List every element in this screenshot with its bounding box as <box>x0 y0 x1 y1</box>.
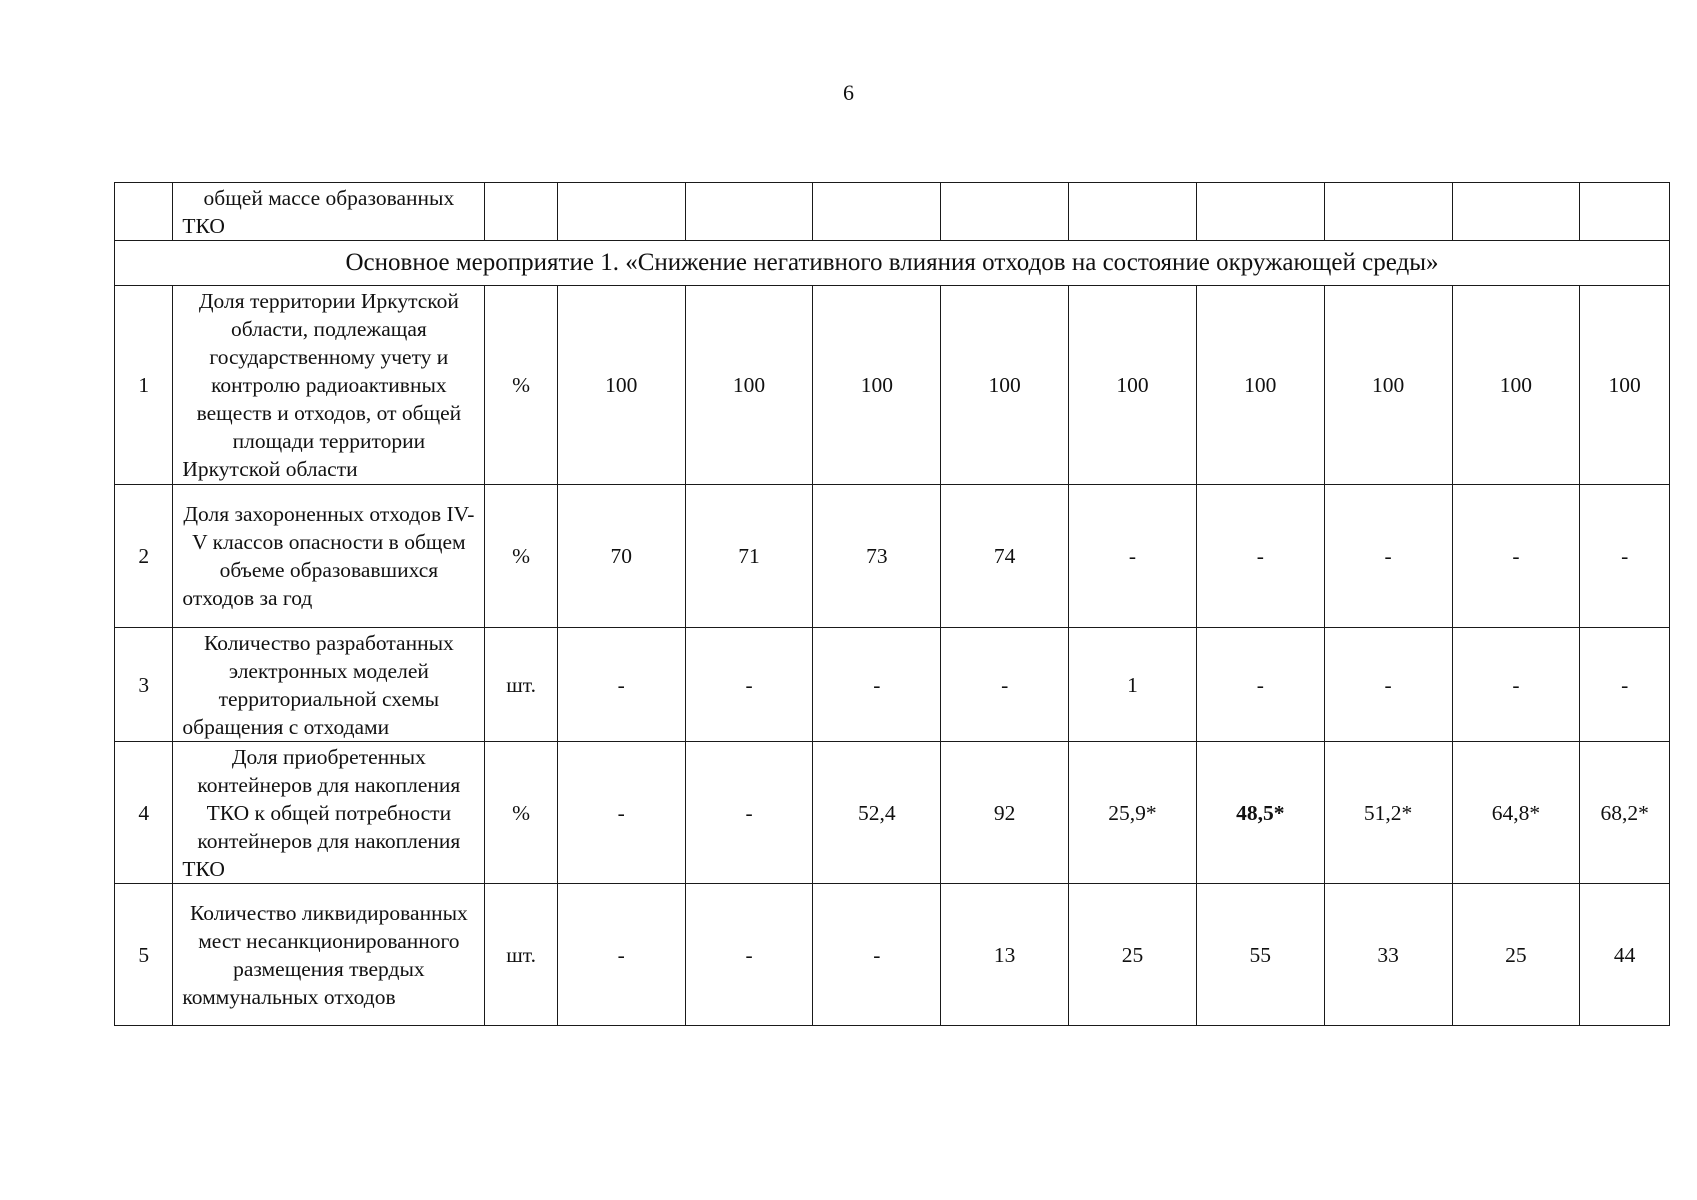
value-cell: 70 <box>557 485 685 628</box>
unit-cell: шт. <box>485 628 557 742</box>
row-num-cell <box>115 183 173 241</box>
indicator-name-cell: общей массе образованных ТКО <box>173 183 485 241</box>
value-cell: - <box>1452 485 1580 628</box>
unit-cell: % <box>485 485 557 628</box>
value-cell: - <box>1580 628 1670 742</box>
value-cell: - <box>1069 485 1197 628</box>
value-cell: 25 <box>1452 884 1580 1026</box>
unit-cell <box>485 183 557 241</box>
value-cell: - <box>685 628 813 742</box>
indicator-name-cell: Доля территории Иркутской области, подлежащая государственному учету и контролю радиоактивных веществ и отходов, от общей площади территории Иркутской области <box>173 286 485 485</box>
value-cell <box>685 183 813 241</box>
value-cell <box>1324 183 1452 241</box>
indicator-name-cell: Доля захороненных отходов IV-V классов опасности в общем объеме образовавшихся отходов за год <box>173 485 485 628</box>
value-cell: 100 <box>1196 286 1324 485</box>
value-cell: - <box>1324 628 1452 742</box>
value-cell: - <box>1452 628 1580 742</box>
unit-cell: шт. <box>485 884 557 1026</box>
value-cell <box>1069 183 1197 241</box>
page-number: 6 <box>843 80 854 105</box>
row-num-cell: 4 <box>115 742 173 884</box>
value-cell: 73 <box>813 485 941 628</box>
value-cell: 100 <box>1324 286 1452 485</box>
value-cell: 92 <box>941 742 1069 884</box>
value-cell: 100 <box>685 286 813 485</box>
value-cell: 100 <box>941 286 1069 485</box>
value-cell <box>941 183 1069 241</box>
value-cell: - <box>557 628 685 742</box>
table-row <box>115 742 1670 884</box>
table-row <box>115 485 1670 628</box>
value-cell <box>1580 183 1670 241</box>
value-cell: - <box>685 742 813 884</box>
value-cell: 100 <box>813 286 941 485</box>
value-cell <box>557 183 685 241</box>
indicator-name-cell: Доля приобретенных контейнеров для накопления ТКО к общей потребности контейнеров для накопления ТКО <box>173 742 485 884</box>
row-num-cell: 5 <box>115 884 173 1026</box>
value-cell: 13 <box>941 884 1069 1026</box>
continued-row <box>115 183 1670 241</box>
unit-cell: % <box>485 286 557 485</box>
value-cell: 52,4 <box>813 742 941 884</box>
value-cell: 64,8* <box>1452 742 1580 884</box>
value-cell: - <box>557 742 685 884</box>
section-row <box>115 241 1670 286</box>
row-num-cell: 2 <box>115 485 173 628</box>
table-row <box>115 884 1670 1026</box>
row-num-cell: 3 <box>115 628 173 742</box>
value-cell: 25,9* <box>1069 742 1197 884</box>
value-cell: 33 <box>1324 884 1452 1026</box>
value-cell <box>813 183 941 241</box>
value-cell: 74 <box>941 485 1069 628</box>
value-cell: 48,5* <box>1196 742 1324 884</box>
value-cell: 1 <box>1069 628 1197 742</box>
value-cell: 51,2* <box>1324 742 1452 884</box>
table-row <box>115 628 1670 742</box>
value-cell: 100 <box>1452 286 1580 485</box>
indicator-name-cell: Количество разработанных электронных моделей территориальной схемы обращения с отходами <box>173 628 485 742</box>
value-cell: - <box>1580 485 1670 628</box>
value-cell <box>1196 183 1324 241</box>
value-cell: - <box>1196 485 1324 628</box>
unit-cell: % <box>485 742 557 884</box>
value-cell: 100 <box>557 286 685 485</box>
row-num-cell: 1 <box>115 286 173 485</box>
value-cell: 25 <box>1069 884 1197 1026</box>
value-cell: - <box>685 884 813 1026</box>
value-cell: - <box>557 884 685 1026</box>
value-cell: 100 <box>1580 286 1670 485</box>
table-row <box>115 286 1670 485</box>
value-cell: 68,2* <box>1580 742 1670 884</box>
value-cell: 55 <box>1196 884 1324 1026</box>
value-cell: 100 <box>1069 286 1197 485</box>
value-cell: - <box>813 884 941 1026</box>
section-title: Основное мероприятие 1. «Снижение негативного влияния отходов на состояние окружающей среды» <box>115 241 1670 286</box>
value-cell: - <box>813 628 941 742</box>
value-cell <box>1452 183 1580 241</box>
indicators-table <box>114 182 1670 1026</box>
indicator-name-cell: Количество ликвидированных мест несанкционированного размещения твердых коммунальных отходов <box>173 884 485 1026</box>
value-cell: 44 <box>1580 884 1670 1026</box>
value-cell: 71 <box>685 485 813 628</box>
value-cell: - <box>941 628 1069 742</box>
value-cell: - <box>1324 485 1452 628</box>
value-cell: - <box>1196 628 1324 742</box>
